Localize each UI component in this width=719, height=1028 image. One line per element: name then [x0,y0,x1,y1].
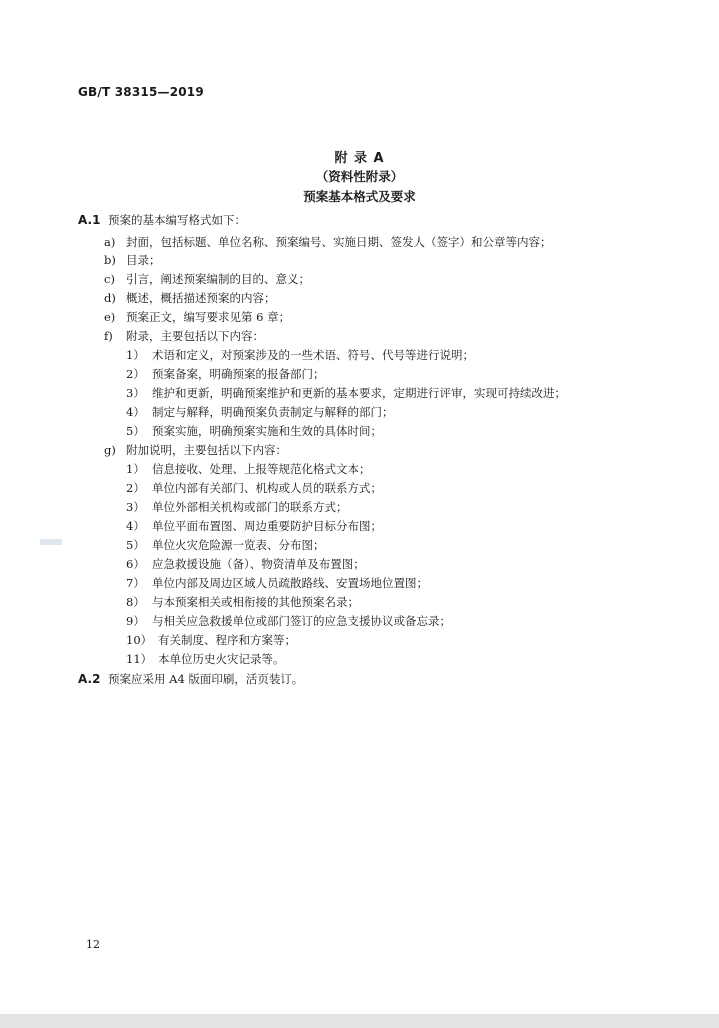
sub-list-marker: 1） [126,462,145,476]
sub-list-text: 制定与解释，明确预案负责制定与解释的部门； [152,405,394,419]
sub-list-marker: 4） [126,405,145,419]
sub-list-text: 术语和定义，对预案涉及的一些术语、符号、代号等进行说明； [152,348,474,362]
sub-list-marker: 6） [126,557,145,571]
sub-list-text: 单位火灾危险源一览表、分布图； [152,538,325,552]
sub-list-text: 单位外部相关机构或部门的联系方式； [152,500,348,514]
sub-list-marker: 4） [126,519,145,533]
clause-text: 预案的基本编写格式如下： [108,213,246,227]
sub-list-marker: 8） [126,595,145,609]
sub-list-text: 信息接收、处理、上报等规范化格式文本； [152,462,371,476]
sub-list-text: 有关制度、程序和方案等； [158,633,296,647]
clause-number: A.2 [78,672,101,686]
sub-list-text: 单位平面布置图、周边重要防护目标分布图； [152,519,382,533]
scan-mark [40,537,62,547]
sub-list-marker: 5） [126,424,145,438]
sub-list-marker: 11） [126,652,153,666]
sub-list-text: 单位内部及周边区域人员疏散路线、安置场地位置图； [152,576,428,590]
sub-list-text: 本单位历史火灾记录等。 [158,652,285,666]
sub-list-marker: 1） [126,348,145,362]
list-text: 引言，阐述预案编制的目的、意义； [126,272,310,286]
list-text: 目录； [126,253,161,267]
list-marker: e) [104,310,116,324]
list-text: 封面，包括标题、单位名称、预案编号、实施日期、签发人（签字）和公章等内容； [126,235,552,249]
sub-list-text: 预案实施，明确预案实施和生效的具体时间； [152,424,382,438]
standard-code: GB/T 38315—2019 [78,85,204,99]
sub-list-marker: 10） [126,633,153,647]
annex-name: 预案基本格式及要求 [303,189,416,204]
list-text: 附加说明，主要包括以下内容： [126,443,287,457]
page-number: 12 [86,938,100,951]
list-marker: d) [104,291,116,305]
sub-list-text: 维护和更新，明确预案维护和更新的基本要求，定期进行评审，实现可持续改进； [152,386,566,400]
sub-list-marker: 3） [126,500,145,514]
clause-number: A.1 [78,213,101,227]
list-text: 概述，概括描述预案的内容； [126,291,276,305]
list-text: 附录，主要包括以下内容： [126,329,264,343]
sub-list-text: 单位内部有关部门、机构或人员的联系方式； [152,481,382,495]
list-marker: g) [104,443,116,457]
sub-list-marker: 3） [126,386,145,400]
sub-list-text: 与相关应急救援单位或部门签订的应急支援协议或备忘录； [152,614,451,628]
list-marker: a) [104,235,116,249]
annex-type: （资料性附录） [315,169,404,184]
list-marker: b) [104,253,116,267]
sub-list-text: 预案备案，明确预案的报备部门； [152,367,325,381]
sub-list-marker: 9） [126,614,145,628]
annex-title: 附 录 A [334,151,385,166]
bottom-band [0,1014,719,1028]
sub-list-marker: 2） [126,367,145,381]
sub-list-text: 与本预案相关或相衔接的其他预案名录； [152,595,359,609]
sub-list-marker: 7） [126,576,145,590]
sub-list-marker: 5） [126,538,145,552]
list-marker: c) [104,272,115,286]
clause-text: 预案应采用 A4 版面印刷，活页装订。 [108,672,304,686]
list-marker: f) [104,329,113,343]
list-text: 预案正文，编写要求见第 6 章； [126,310,291,324]
sub-list-marker: 2） [126,481,145,495]
sub-list-text: 应急救援设施（备）、物资清单及布置图； [152,557,365,571]
